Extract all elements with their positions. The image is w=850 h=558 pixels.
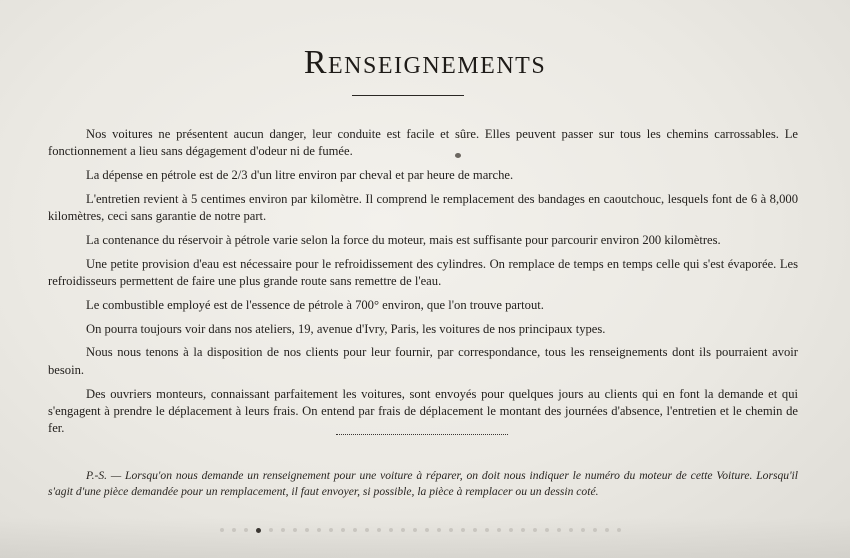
carousel-dot[interactable] <box>341 528 345 532</box>
carousel-dot[interactable] <box>425 528 429 532</box>
carousel-dot[interactable] <box>569 528 573 532</box>
carousel-dot[interactable] <box>461 528 465 532</box>
paragraph: Des ouvriers monteurs, connaissant parfaitement les voitures, sont envoyés pour quelques jours au clients qui en font la demande et qui s'engagent à prendre le déplacement à leurs frais. On entend par frais de déplacement le montant des journées d'absence, l'entretien et le chemin de fer. <box>48 386 798 436</box>
carousel-dot-active[interactable] <box>256 528 261 533</box>
carousel-dot[interactable] <box>389 528 393 532</box>
carousel-dots <box>220 528 640 536</box>
paragraph: Le combustible employé est de l'essence de pétrole à 700° environ, que l'on trouve partout. <box>86 297 544 312</box>
carousel-dot[interactable] <box>317 528 321 532</box>
paragraph: Nos voitures ne présentent aucun danger, leur conduite est facile et sûre. Elles peuvent passer sur tous les chemins carrossables. Le fonctionnement a lieu sans dégagement d'odeur ni de fumée. <box>48 127 798 159</box>
carousel-dot[interactable] <box>593 528 597 532</box>
postscript: P.-S. — Lorsqu'on nous demande un renseignement pour une voiture à réparer, on doit nous indiquer le numéro du moteur de cette Voiture. Lorsqu'il s'agit d'une pièce demandée pour un remplacement, il faut envoyer, si possible, la pièce à remplacer ou un dessin coté. <box>48 469 798 498</box>
carousel-dot[interactable] <box>232 528 236 532</box>
page-title: Renseignements <box>303 44 547 81</box>
carousel-dot[interactable] <box>365 528 369 532</box>
title-divider <box>352 95 464 96</box>
paragraph: On pourra toujours voir dans nos ateliers, 19, avenue d'Ivry, Paris, les voitures de nos principaux types. <box>86 321 606 336</box>
carousel-dot[interactable] <box>220 528 224 532</box>
carousel-dot[interactable] <box>413 528 417 532</box>
carousel-dot[interactable] <box>293 528 297 532</box>
carousel-dot[interactable] <box>437 528 441 532</box>
paragraph: La contenance du réservoir à pétrole varie selon la force du moteur, mais est suffisante pour parcourir environ 200 kilomètres. <box>86 232 721 247</box>
carousel-dot[interactable] <box>605 528 609 532</box>
carousel-dot[interactable] <box>244 528 248 532</box>
carousel-dot[interactable] <box>521 528 525 532</box>
page-shadow <box>0 518 850 558</box>
carousel-dot[interactable] <box>617 528 621 532</box>
carousel-dot[interactable] <box>449 528 453 532</box>
paragraph: Nous nous tenons à la disposition de nos clients pour leur fournir, par correspondance, tous les renseignements dont ils pourraient avoir besoin. <box>48 345 798 377</box>
carousel-dot[interactable] <box>509 528 513 532</box>
carousel-dot[interactable] <box>329 528 333 532</box>
carousel-dot[interactable] <box>353 528 357 532</box>
carousel-dot[interactable] <box>377 528 381 532</box>
carousel-dot[interactable] <box>281 528 285 532</box>
carousel-dot[interactable] <box>305 528 309 532</box>
paragraph: La dépense en pétrole est de 2/3 d'un litre environ par cheval et par heure de marche. <box>86 168 514 183</box>
carousel-dot[interactable] <box>473 528 477 532</box>
carousel-dot[interactable] <box>557 528 561 532</box>
section-divider <box>336 434 508 435</box>
carousel-dot[interactable] <box>545 528 549 532</box>
carousel-dot[interactable] <box>401 528 405 532</box>
carousel-dot[interactable] <box>485 528 489 532</box>
carousel-dot[interactable] <box>269 528 273 532</box>
carousel-dot[interactable] <box>497 528 501 532</box>
paragraph: Une petite provision d'eau est nécessaire pour le refroidissement des cylindres. On remplace de temps en temps celle qui s'est évaporée. Les refroidisseurs permettent de faire une plus grande route sans remettre de l'eau. <box>48 256 798 289</box>
body-text <box>48 126 798 444</box>
carousel-dot[interactable] <box>581 528 585 532</box>
carousel-dot[interactable] <box>533 528 537 532</box>
paragraph: L'entretien revient à 5 centimes environ par kilomètre. Il comprend le remplacement des bandages en caoutchouc, lesquels font de 6 à 8,000 kilomètres, ceci sans garantie de notre part. <box>48 191 798 224</box>
